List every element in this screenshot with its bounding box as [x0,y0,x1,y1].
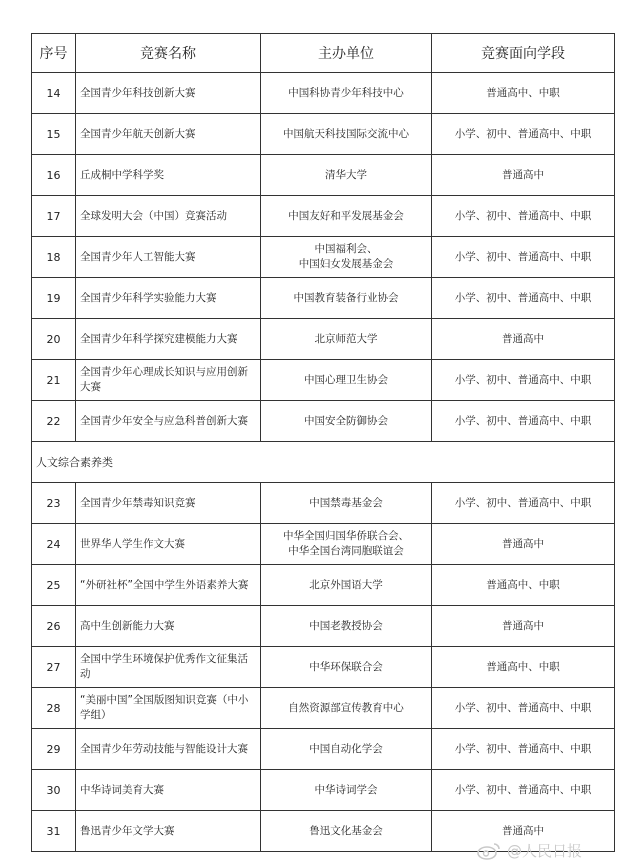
table-row [32,688,615,729]
school-stage: 小学、初中、普通高中、中职 [432,483,615,524]
row-number: 26 [32,606,76,647]
competition-table [31,33,615,852]
school-stage: 普通高中 [432,811,615,852]
row-number: 25 [32,565,76,606]
watermark [477,840,582,861]
row-number: 30 [32,770,76,811]
school-stage: 普通高中 [432,319,615,360]
school-stage: 小学、初中、普通高中、中职 [432,770,615,811]
table-row [32,770,615,811]
header-row [32,34,615,73]
row-number: 17 [32,196,76,237]
competition-name: 全球发明大会（中国）竞赛活动 [76,196,261,237]
row-number: 16 [32,155,76,196]
organizer: 中国老教授协会 [261,606,432,647]
school-stage: 普通高中、中职 [432,73,615,114]
school-stage: 普通高中 [432,155,615,196]
table-row [32,524,615,565]
table-body-humanities [32,483,615,852]
competition-name: 世界华人学生作文大赛 [76,524,261,565]
table-row [32,606,615,647]
organizer: 中华全国归国华侨联合会、 中华全国台湾同胞联谊会 [261,524,432,565]
competition-name: “美丽中国”全国版图知识竞赛（中小学组） [76,688,261,729]
row-number: 23 [32,483,76,524]
organizer: 中国航天科技国际交流中心 [261,114,432,155]
row-number: 27 [32,647,76,688]
school-stage: 小学、初中、普通高中、中职 [432,196,615,237]
table-row [32,729,615,770]
school-stage: 小学、初中、普通高中、中职 [432,114,615,155]
organizer: 中国心理卫生协会 [261,360,432,401]
organizer: 中国自动化学会 [261,729,432,770]
school-stage: 普通高中 [432,606,615,647]
school-stage: 普通高中、中职 [432,565,615,606]
row-number: 28 [32,688,76,729]
row-number: 18 [32,237,76,278]
competition-name: 全国青少年科学探究建模能力大赛 [76,319,261,360]
table-row [32,237,615,278]
school-stage: 小学、初中、普通高中、中职 [432,278,615,319]
row-number: 15 [32,114,76,155]
table-row [32,114,615,155]
table-body-science [32,73,615,442]
school-stage: 小学、初中、普通高中、中职 [432,237,615,278]
school-stage: 普通高中 [432,524,615,565]
row-number: 19 [32,278,76,319]
table-row [32,73,615,114]
competition-name: 全国青少年禁毒知识竞赛 [76,483,261,524]
section-label: 人文综合素养类 [32,442,615,483]
competition-name: 全国中学生环境保护优秀作文征集活动 [76,647,261,688]
competition-name: 全国青少年心理成长知识与应用创新大赛 [76,360,261,401]
competition-name: 全国青少年科技创新大赛 [76,73,261,114]
table-section [32,442,615,483]
competition-name: 全国青少年人工智能大赛 [76,237,261,278]
row-number: 14 [32,73,76,114]
competition-name: 全国青少年劳动技能与智能设计大赛 [76,729,261,770]
school-stage: 小学、初中、普通高中、中职 [432,729,615,770]
competition-name: 全国青少年科学实验能力大赛 [76,278,261,319]
school-stage: 小学、初中、普通高中、中职 [432,401,615,442]
table-row [32,565,615,606]
header-name: 竞赛名称 [76,34,261,73]
table-row [32,360,615,401]
table-row [32,647,615,688]
organizer: 中华诗词学会 [261,770,432,811]
organizer: 北京外国语大学 [261,565,432,606]
row-number: 22 [32,401,76,442]
row-number: 24 [32,524,76,565]
school-stage: 普通高中、中职 [432,647,615,688]
organizer: 自然资源部宣传教育中心 [261,688,432,729]
organizer: 中华环保联合会 [261,647,432,688]
competition-name: “外研社杯”全国中学生外语素养大赛 [76,565,261,606]
row-number: 20 [32,319,76,360]
competition-name: 高中生创新能力大赛 [76,606,261,647]
weibo-icon [477,842,501,860]
table-row [32,483,615,524]
competition-name: 丘成桐中学科学奖 [76,155,261,196]
row-number: 29 [32,729,76,770]
school-stage: 小学、初中、普通高中、中职 [432,360,615,401]
section-row [32,442,615,483]
organizer: 中国禁毒基金会 [261,483,432,524]
organizer: 鲁迅文化基金会 [261,811,432,852]
row-number: 21 [32,360,76,401]
organizer: 中国友好和平发展基金会 [261,196,432,237]
organizer: 北京师范大学 [261,319,432,360]
organizer: 清华大学 [261,155,432,196]
table-row [32,278,615,319]
table-row [32,319,615,360]
organizer: 中国教育装备行业协会 [261,278,432,319]
organizer: 中国福利会、 中国妇女发展基金会 [261,237,432,278]
watermark-text: @人民日报 [506,842,582,860]
school-stage: 小学、初中、普通高中、中职 [432,688,615,729]
table-row [32,401,615,442]
competition-name: 全国青少年航天创新大赛 [76,114,261,155]
header-stage: 竞赛面向学段 [432,34,615,73]
row-number: 31 [32,811,76,852]
header-num: 序号 [32,34,76,73]
table-row [32,155,615,196]
competition-name: 中华诗词美育大赛 [76,770,261,811]
table-row [32,196,615,237]
competition-name: 鲁迅青少年文学大赛 [76,811,261,852]
organizer: 中国安全防御协会 [261,401,432,442]
organizer: 中国科协青少年科技中心 [261,73,432,114]
competition-name: 全国青少年安全与应急科普创新大赛 [76,401,261,442]
header-organizer: 主办单位 [261,34,432,73]
